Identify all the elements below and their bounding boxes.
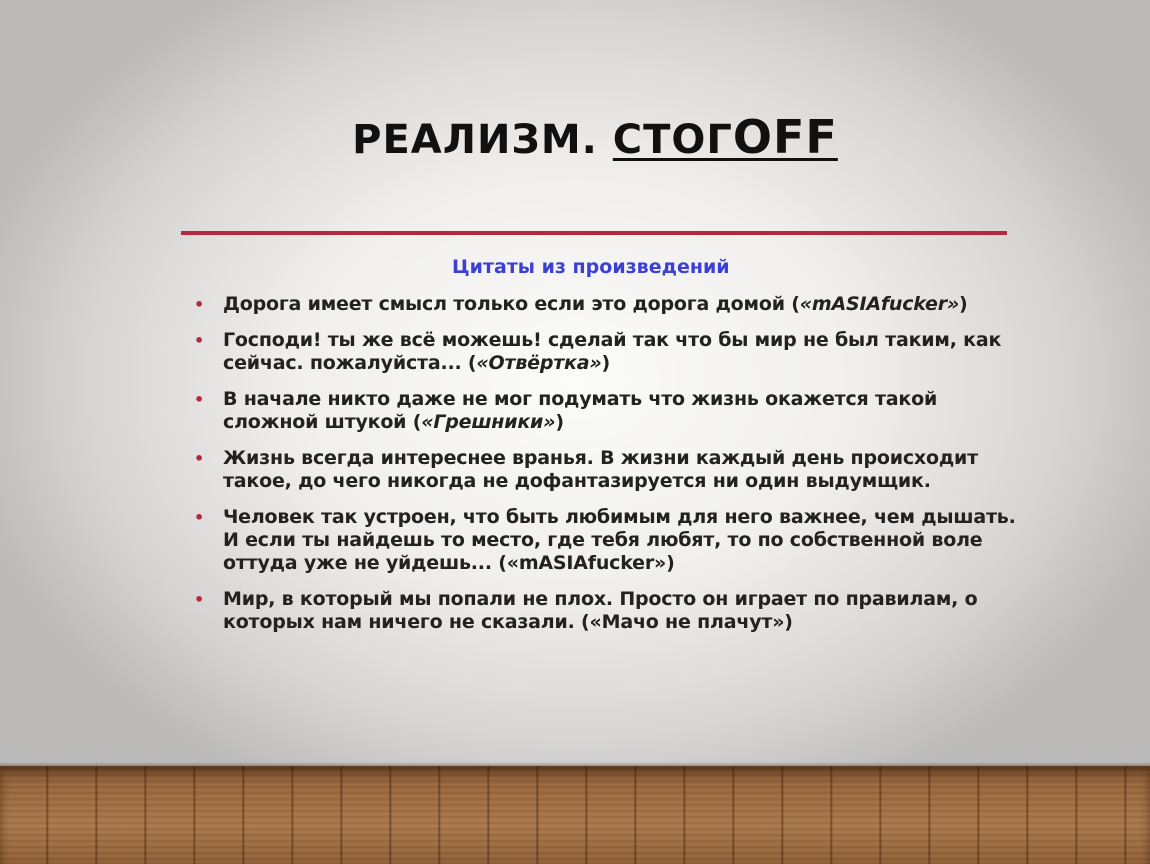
bullet-icon: • bbox=[194, 295, 205, 314]
title-underlined bbox=[612, 110, 838, 164]
bullet-icon: • bbox=[194, 331, 205, 350]
quote-source: «Грешники» bbox=[421, 411, 556, 433]
bullet-icon: • bbox=[194, 508, 205, 527]
quote-tail: ) bbox=[959, 293, 968, 315]
quote-text: Человек так устроен, что быть любимым для него важнее, чем дышать. И если ты найдешь то место, где тебя любят, то по собственной воле оттуда уже не уйдешь... («mASIAfucker») bbox=[223, 506, 1016, 574]
title-underlined-b: OFF bbox=[732, 110, 838, 164]
list-item bbox=[190, 588, 1020, 634]
quote-text: Дорога имеет смысл только если это дорога домой ( bbox=[223, 293, 800, 315]
list-item bbox=[190, 329, 1020, 375]
list-item bbox=[190, 293, 1020, 316]
quote-text: Мир, в который мы попали не плох. Просто он играет по правилам, о которых нам ничего не сказали. («Мачо не плачут») bbox=[223, 588, 978, 633]
subtitle: Цитаты из произведений bbox=[452, 256, 730, 278]
bullet-icon: • bbox=[194, 449, 205, 468]
quote-text: В начале никто даже не мог подумать что жизнь окажется такой сложной штукой ( bbox=[223, 388, 938, 433]
quote-text: Господи! ты же всё можешь! сделай так что бы мир не был таким, как сейчас. пожалуйста... ( bbox=[223, 329, 1002, 374]
quote-source: «mASIAfucker» bbox=[799, 293, 960, 315]
quote-tail: ) bbox=[555, 411, 564, 433]
title-underlined-a: СТОГ bbox=[612, 117, 733, 163]
title-prefix: РЕАЛИЗМ. bbox=[352, 117, 613, 163]
list-item bbox=[190, 388, 1020, 434]
bullet-icon: • bbox=[194, 390, 205, 409]
quote-source: «Отвёртка» bbox=[476, 352, 602, 374]
title-divider bbox=[181, 231, 1007, 235]
bullet-icon: • bbox=[194, 590, 205, 609]
slide-title bbox=[0, 110, 1150, 164]
list-item bbox=[190, 506, 1020, 575]
quote-text: Жизнь всегда интереснее вранья. В жизни каждый день происходит такое, до чего никогда не дофантазируется ни один выдумщик. bbox=[223, 447, 978, 492]
quote-tail: ) bbox=[601, 352, 610, 374]
wooden-floor-image bbox=[0, 766, 1150, 864]
list-item bbox=[190, 447, 1020, 493]
quotes-list bbox=[190, 293, 1020, 647]
